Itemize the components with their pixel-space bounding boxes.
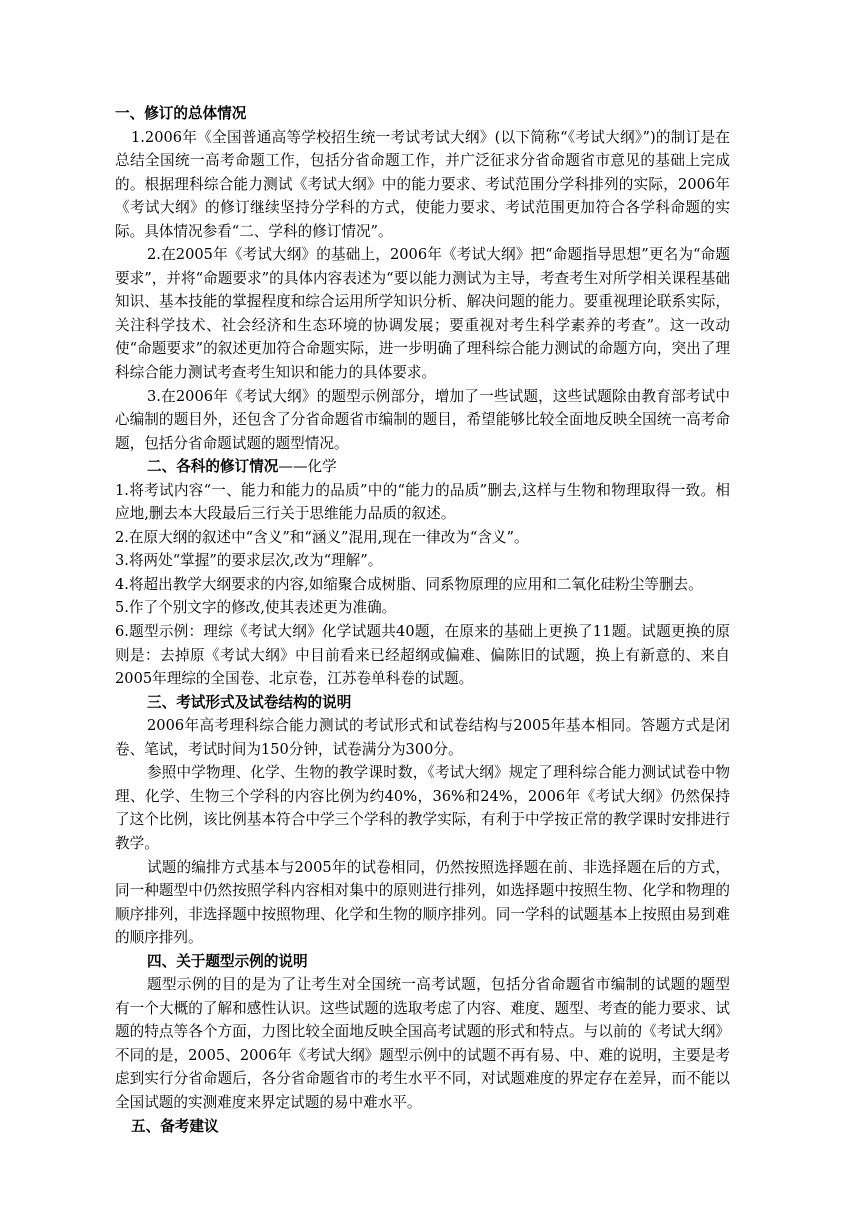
section-3-paragraph-3: 试题的编排方式基本与2005年的试卷相同，仍然按照选择题在前、非选择题在后的方式，同一种题型中仍然按照学科内容相对集中的原则进行排列，如选择题中按照生物、化学和物理的顺序排列，非选择题中按照物理、化学和生物的顺序排列。同一学科的试题基本上按照由易到难的顺序排列。 — [115, 858, 730, 947]
section-2-item-2: 2.在原大纲的叙述中“含义”和“涵义”混用,现在一律改为“含义”。 — [115, 528, 529, 546]
section-2-item-4: 4.将超出教学大纲要求的内容,如缩聚合成树脂、同系物原理的应用和二氧化硅粉尘等删去。 — [115, 575, 703, 593]
section-4-heading: 四、关于题型示例的说明 — [147, 952, 308, 970]
section-3-paragraph-1: 2006年高考理科综合能力测试的考试形式和试卷结构与2005年基本相同。答题方式是闭卷、笔试，考试时间为150分钟，试卷满分为300分。 — [115, 717, 730, 758]
section-1-heading: 一、修订的总体情况 — [115, 105, 247, 122]
section-1-paragraph-1: 1.2006年《全国普通高等学校招生统一考试考试大纲》(以下简称“《考试大纲》”)的制订是在总结全国统一高考命题工作，包括分省命题工作，并广泛征求分省命题省市意见的基础上完成的。根据理科综合能力测试《考试大纲》中的能力要求、考试范围分学科排列的实际，2006年《考试大纲》的修订继续坚持分学科的方式，使能力要求、考试范围更加符合各学科命题的实际。具体情况参看“二、学科的修订情况”。 — [115, 128, 730, 240]
section-2-item-3: 3.将两处“掌握”的要求层次,改为“理解”。 — [115, 552, 383, 570]
section-2-item-1: 1.将考试内容“一、能力和能力的品质”中的“能力的品质”删去,这样与生物和物理取得一致。相应地,删去本大段最后三行关于思维能力品质的叙述。 — [115, 481, 730, 523]
section-3-heading: 三、考试形式及试卷结构的说明 — [147, 693, 352, 711]
section-2-item-6: 6.题型示例：理综《考试大纲》化学试题共40题，在原来的基础上更换了11题。试题更换的原则是：去掉原《考试大纲》中目前看来已经超纲或偏难、偏陈旧的试题，换上有新意的、来自2005年理综的全国卷、北京卷，江苏卷单科卷的试题。 — [115, 623, 730, 688]
section-5-heading: 五、备考建议 — [131, 1117, 219, 1135]
section-2-heading-bold: 二、各科的修订情况 — [147, 458, 279, 476]
section-1-paragraph-2: 2.在2005年《考试大纲》的基础上，2006年《考试大纲》把“命题指导思想”更名为“命题要求”，并将“命题要求”的具体内容表述为“要以能力测试为主导，考查考生对所学相关课程基础知识、基本技能的掌握程度和综合运用所学知识分析、解决问题的能力。要重视理论联系实际，关注科学技术、社会经济和生态环境的协调发展；要重视对考生科学素养的考查”。这一改动使“命题要求”的叙述更加符合命题实际，进一步明确了理科综合能力测试的命题方向，突出了理科综合能力测试考查考生知识和能力的具体要求。 — [115, 246, 730, 382]
section-2-item-5: 5.作了个别文字的修改,使其表述更为准确。 — [115, 599, 397, 617]
section-2-heading-subject: ——化学 — [278, 458, 337, 476]
document-body — [115, 102, 730, 1138]
section-2-heading — [115, 455, 730, 479]
section-1-paragraph-3: 3.在2006年《考试大纲》的题型示例部分，增加了一些试题，这些试题除由教育部考试中心编制的题目外，还包含了分省命题省市编制的题目，希望能够比较全面地反映全国统一高考命题，包括分省命题试题的题型情况。 — [115, 387, 730, 452]
section-4-paragraph-1: 题型示例的目的是为了让考生对全国统一高考试题，包括分省命题省市编制的试题的题型有一个大概的了解和感性认识。这些试题的选取考虑了内容、难度、题型、考查的能力要求、试题的特点等各个方面，力图比较全面地反映全国高考试题的形式和特点。与以前的《考试大纲》不同的是，2005、2006年《考试大纲》题型示例中的试题不再有易、中、难的说明，主要是考虑到实行分省命题后，各分省命题省市的考生水平不同，对试题难度的界定存在差异，而不能以全国试题的实测难度来界定试题的易中难水平。 — [115, 976, 730, 1111]
section-3-paragraph-2: 参照中学物理、化学、生物的教学课时数，《考试大纲》规定了理科综合能力测试试卷中物理、化学、生物三个学科的内容比例为约40%，36%和24%，2006年《考试大纲》仍然保持了这个比例，该比例基本符合中学三个学科的教学实际，有利于中学按正常的教学课时安排进行教学。 — [115, 764, 730, 852]
